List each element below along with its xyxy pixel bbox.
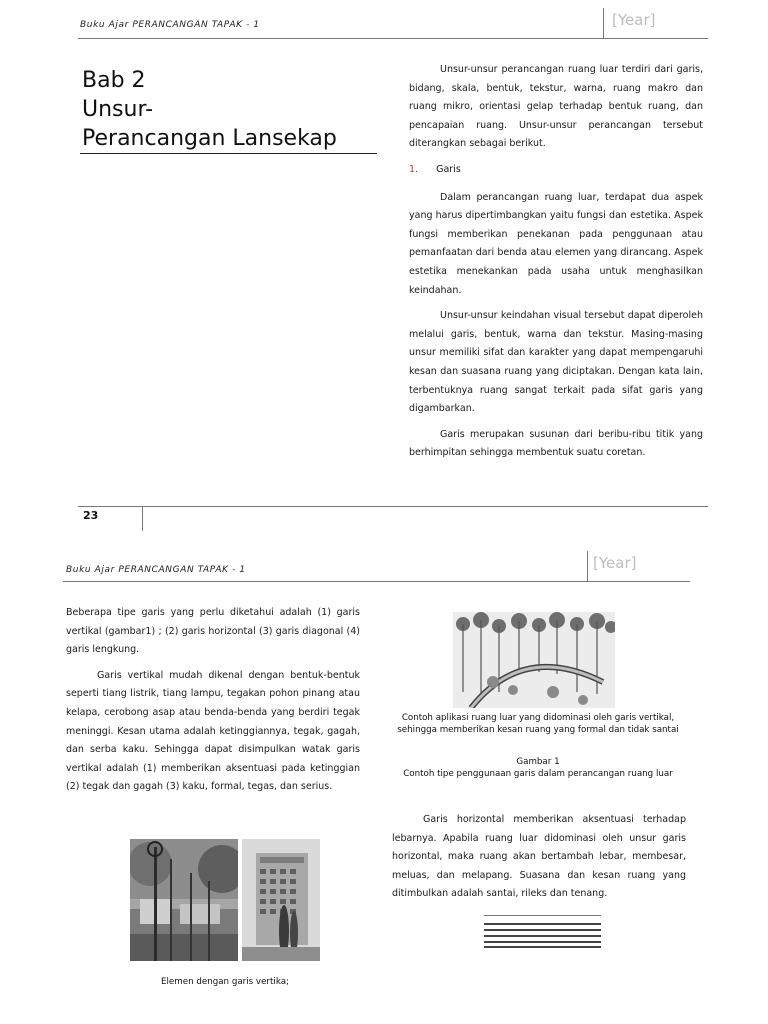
left-column: [66, 604, 360, 797]
figure-vertical-lines-landscape: [453, 612, 615, 708]
header-rule: [63, 581, 690, 582]
paragraph: Garis merupakan susunan dari beribu-ribu titik yang berhimpitan sehingga membentuk suatu coretan.: [409, 428, 703, 459]
list-label: Garis: [436, 163, 461, 175]
paragraph: Beberapa tipe garis yang perlu diketahui adalah (1) garis vertikal (gambar1) ; (2) garis horizontal (3) garis diagonal (4) garis lengkung.: [66, 607, 360, 656]
right-column: [392, 811, 686, 904]
paragraph: Garis horizontal memberikan aksentuasi terhadap lebarnya. Apabila ruang luar didominasi oleh unsur garis horizontal, maka ruang akan bertambah lebar, membesar, meluas, dan melapang. Suasana dan kesan ruang yang ditimbulkan adalah santai, rileks dan tenang.: [392, 814, 686, 900]
figure-label: Gambar 1: [516, 757, 560, 767]
chapter-title-line-1: Bab 2: [82, 68, 146, 93]
running-header-title: Buku Ajar PERANCANGAN TAPAK - 1: [66, 565, 246, 575]
header-rule: [78, 38, 708, 39]
header-separator: [587, 551, 588, 581]
photo-street-lamps: [130, 839, 238, 961]
chapter-title-line-3: Perancangan Lansekap: [82, 126, 337, 151]
running-header-title: Buku Ajar PERANCANGAN TAPAK - 1: [80, 20, 260, 30]
header-year: [Year]: [612, 11, 656, 29]
chapter-title-line-2: Unsur-: [82, 97, 154, 122]
chapter-title: [82, 66, 337, 153]
list-item: [409, 161, 703, 180]
page-number: 23: [83, 509, 99, 522]
intro-column: [409, 61, 703, 463]
paragraph: Unsur-unsur perancangan ruang luar terdiri dari garis, bidang, skala, bentuk, tekstur, warna, ruang makro dan ruang mikro, orientasi gelap terhadap bentuk ruang, dan pencapaian ruang. Unsur-unsur perancangan tersebut diterangkan sebagai berikut.: [409, 64, 703, 150]
paragraph: Dalam perancangan ruang luar, terdapat dua aspek yang harus dipertimbangkan yaitu fungsi dan estetika. Aspek fungsi memberikan penekanan pada penggunaan atau pemanfaatan dari benda atau elemen yang dirancang. Aspek estetika menekankan pada usaha untuk menghasilkan keindahan.: [409, 191, 703, 296]
paragraph: Unsur-unsur keindahan visual tersebut dapat diperoleh melalui garis, bentuk, warna dan tekstur. Masing-masing unsur memiliki sifat dan karakter yang dapat mempengaruhi kesan dan suasana ruang yang diciptakan. Dengan kata lain, terbentuknya ruang sangat terkait pada sifat garis yang digambarkan.: [409, 310, 703, 415]
list-number: 1.: [409, 163, 419, 175]
photo-building-cypress: [242, 839, 320, 961]
photo-caption: Elemen dengan garis vertika;: [161, 977, 289, 987]
paragraph: Garis vertikal mudah dikenal dengan bentuk-bentuk seperti tiang listrik, tiang lampu, tegakan pohon pinang atau kelapa, cerobong asap atau benda-benda yang berdiri tegak meninggi. Kesan utama adalah ketinggiannya, tegak, gagah, dan serba kaku. Sehingga dapat disimpulkan watak garis vertikal adalah (1) memberikan aksentuasi pada ketinggian (2) tegak dan gagah (3) kaku, formal, tegas, dan serius.: [66, 669, 360, 793]
footer-rule: [78, 506, 708, 507]
header-year: [Year]: [593, 554, 637, 572]
figure-caption: Contoh aplikasi ruang luar yang didominasi oleh garis vertikal, sehingga memberikan kesan ruang yang formal dan tidak santai: [397, 713, 679, 735]
figure-title: Contoh tipe penggunaan garis dalam perancangan ruang luar: [403, 769, 673, 779]
chapter-title-underline: [80, 153, 377, 154]
horizontal-lines-illustration: [484, 914, 601, 950]
footer-separator: [142, 507, 143, 531]
header-separator: [603, 8, 604, 38]
